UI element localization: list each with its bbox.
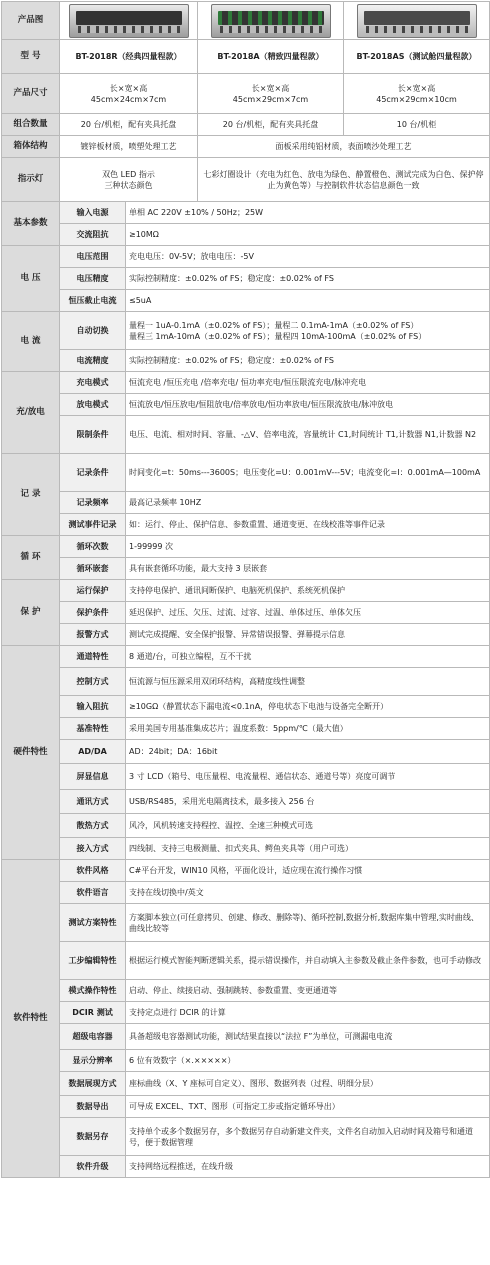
param-name: 报警方式	[60, 624, 126, 646]
table-row	[2, 696, 490, 718]
size-as	[344, 74, 490, 114]
product-image-label: 产品图	[2, 2, 60, 40]
table-row	[2, 290, 490, 312]
table-row	[2, 740, 490, 764]
param-name: 数据展现方式	[60, 1072, 126, 1096]
param-value: ≤5uA	[126, 290, 490, 312]
param-name: 循环嵌套	[60, 558, 126, 580]
table-row	[2, 1156, 490, 1178]
param-value: 1-99999 次	[126, 536, 490, 558]
model-a: BT-2018A（精致四量程款）	[198, 40, 344, 74]
combo-label: 组合数量	[2, 114, 60, 136]
param-value: 支持在线切换中/英文	[126, 882, 490, 904]
param-name: 超级电容器	[60, 1024, 126, 1050]
param-value: 实际控制精度：±0.02% of FS；稳定度：±0.02% of FS	[126, 350, 490, 372]
param-name: 自动切换	[60, 312, 126, 350]
model-as: BT-2018AS（测试舱四量程款）	[344, 40, 490, 74]
param-value: USB/RS485，采用光电隔离技术，最多接入 256 台	[126, 790, 490, 814]
table-row	[2, 416, 490, 454]
table-row	[2, 580, 490, 602]
param-name: 接入方式	[60, 838, 126, 860]
table-row	[2, 668, 490, 696]
param-name: 电压精度	[60, 268, 126, 290]
param-value: 6 位有效数字（×.×××××）	[126, 1050, 490, 1072]
combo-as: 10 台/机柜	[344, 114, 490, 136]
param-name: 屏显信息	[60, 764, 126, 790]
param-value: 方案脚本独立(可任意拷贝、创建、修改、删除等)、循环控制,数据分析,数据库集中管理,实时曲线、曲线比较等	[126, 904, 490, 942]
product-image-r	[60, 2, 198, 40]
param-name: 保护条件	[60, 602, 126, 624]
size-value: 45cm×24cm×7cm	[90, 94, 167, 104]
table-row	[2, 860, 490, 882]
spec-table	[1, 1, 490, 1178]
dims-caption: 长×宽×高	[109, 83, 148, 93]
param-value: AD：24bit；DA：16bit	[126, 740, 490, 764]
param-name: 记录频率	[60, 492, 126, 514]
param-name: AD/DA	[60, 740, 126, 764]
table-row	[2, 764, 490, 790]
param-name: 电压范围	[60, 246, 126, 268]
size-a	[198, 74, 344, 114]
table-row	[2, 350, 490, 372]
param-value: 量程一 1uA-0.1mA（±0.02% of FS）；量程二 0.1mA-1mA（±0.02% of FS） 量程三 1mA-10mA（±0.02% of FS）；量程四 10mA-100mA（±0.02% of FS）	[126, 312, 490, 350]
table-row	[2, 814, 490, 838]
table-row	[2, 558, 490, 580]
param-name: 数据导出	[60, 1096, 126, 1118]
param-value: 具备超级电容器测试功能，测试结果直接以“法拉 F”为单位，可测漏电电流	[126, 1024, 490, 1050]
param-value: 单相 AC 220V ±10% / 50Hz；25W	[126, 202, 490, 224]
section-category: 硬件特性	[2, 646, 60, 860]
param-name: 充电模式	[60, 372, 126, 394]
table-row	[2, 454, 490, 492]
param-value: ≥10MΩ	[126, 224, 490, 246]
param-value: 支持网络远程推送，在线升级	[126, 1156, 490, 1178]
param-name: 工步编辑特性	[60, 942, 126, 980]
cabinet-r: 镀锌板材质，喷塑处理工艺	[60, 136, 198, 158]
param-value: 恒流源与恒压源采用双闭环结构，高精度线性调整	[126, 668, 490, 696]
param-value: 具有嵌套循环功能，最大支持 3 层嵌套	[126, 558, 490, 580]
param-value: 测试完成提醒、安全保护报警、异常错误报警、弹幕提示信息	[126, 624, 490, 646]
table-row	[2, 646, 490, 668]
param-name: 软件语言	[60, 882, 126, 904]
indicator-a-as: 七彩灯圈设计（充电为红色、放电为绿色、静置橙色、测试完成为白色、保护停止为黄色等）与控制软件状态信息颜色一致	[198, 158, 490, 202]
combo-r: 20 台/机柜，配有夹具托盘	[60, 114, 198, 136]
product-image-as	[344, 2, 490, 40]
param-value: 最高记录频率 10HZ	[126, 492, 490, 514]
param-value: 恒流放电/恒压放电/恒阻放电/倍率放电/恒功率放电/恒压限流放电/脉冲放电	[126, 394, 490, 416]
param-value: 3 寸 LCD（箱号、电压量程、电流量程、通信状态、通道号等）亮度可调节	[126, 764, 490, 790]
table-row	[2, 312, 490, 350]
table-row	[2, 514, 490, 536]
dims-caption: 长×宽×高	[397, 83, 436, 93]
param-value: 支持单个或多个数据另存，多个数据另存自动新建文件夹，文件名自动加入启动时间及箱号和通道号，便于数据管理	[126, 1118, 490, 1156]
param-name: 软件升级	[60, 1156, 126, 1178]
table-row	[2, 372, 490, 394]
param-value: 可导成 EXCEL、TXT、图形（可指定工步或指定循环导出）	[126, 1096, 490, 1118]
table-row	[2, 1050, 490, 1072]
size-r	[60, 74, 198, 114]
device-image	[69, 4, 189, 38]
param-name: DCIR 测试	[60, 1002, 126, 1024]
param-value: 支持停电保护、通讯间断保护、电脑死机保护、系统死机保护	[126, 580, 490, 602]
table-row	[2, 790, 490, 814]
table-row	[2, 904, 490, 942]
param-value: 四线制、支持三电极测量、扣式夹具、鳄鱼夹具等（用户可选）	[126, 838, 490, 860]
dims-caption: 长×宽×高	[251, 83, 290, 93]
param-value: 8 通道/台，可独立编程，互不干扰	[126, 646, 490, 668]
size-label: 产品尺寸	[2, 74, 60, 114]
section-category: 保 护	[2, 580, 60, 646]
table-row	[2, 602, 490, 624]
param-value: 实际控制精度：±0.02% of FS；稳定度：±0.02% of FS	[126, 268, 490, 290]
device-image	[211, 4, 331, 38]
cabinet-label: 箱体结构	[2, 136, 60, 158]
param-name: 电流精度	[60, 350, 126, 372]
table-row	[2, 942, 490, 980]
table-row	[2, 202, 490, 224]
param-name: 测试方案特性	[60, 904, 126, 942]
product-image-a	[198, 2, 344, 40]
param-name: 显示分辨率	[60, 1050, 126, 1072]
param-name: 数据另存	[60, 1118, 126, 1156]
param-name: 通讯方式	[60, 790, 126, 814]
device-image	[357, 4, 477, 38]
section-category: 电 压	[2, 246, 60, 312]
model-label: 型 号	[2, 40, 60, 74]
table-row	[2, 980, 490, 1002]
param-name: 控制方式	[60, 668, 126, 696]
section-category: 记 录	[2, 454, 60, 536]
param-value: 电压、电流、相对时间、容量、-△V、倍率电流，容量统计 C1,时间统计 T1,计数器 N1,计数器 N2	[126, 416, 490, 454]
param-value: 座标曲线（X、Y 座标可自定义）、图形、数据列表（过程、明细分层）	[126, 1072, 490, 1096]
param-name: 记录条件	[60, 454, 126, 492]
param-name: 通道特性	[60, 646, 126, 668]
param-value: 风冷，风机转速支持程控、温控、全速三种模式可选	[126, 814, 490, 838]
table-row	[2, 1118, 490, 1156]
param-value: 充电电压：0V-5V；放电电压：-5V	[126, 246, 490, 268]
param-value: ≥10GΩ（静置状态下漏电流<0.1nA，停电状态下电池与设备完全断开）	[126, 696, 490, 718]
section-category: 软件特性	[2, 860, 60, 1178]
param-name: 循环次数	[60, 536, 126, 558]
table-row	[2, 882, 490, 904]
table-row	[2, 268, 490, 290]
table-row	[2, 718, 490, 740]
param-value: C#平台开发，WIN10 风格，平面化设计，适应现在流行操作习惯	[126, 860, 490, 882]
table-row	[2, 224, 490, 246]
param-name: 输入电源	[60, 202, 126, 224]
table-row	[2, 246, 490, 268]
section-category: 充/放电	[2, 372, 60, 454]
param-value: 恒流充电 /恒压充电 /倍率充电/ 恒功率充电/恒压限流充电/脉冲充电	[126, 372, 490, 394]
param-name: 软件风格	[60, 860, 126, 882]
param-name: 放电模式	[60, 394, 126, 416]
size-value: 45cm×29cm×10cm	[376, 94, 457, 104]
table-row	[2, 1096, 490, 1118]
cabinet-a-as: 面板采用纯铝材质，表面喷沙处理工艺	[198, 136, 490, 158]
section-category: 电 流	[2, 312, 60, 372]
param-name: 恒压截止电流	[60, 290, 126, 312]
table-row	[2, 1002, 490, 1024]
section-category: 基本参数	[2, 202, 60, 246]
table-row	[2, 394, 490, 416]
table-row	[2, 1024, 490, 1050]
param-value: 根据运行模式智能判断逻辑关系，提示错误操作，并自动填入主参数及截止条件参数，也可手动修改	[126, 942, 490, 980]
param-name: 限制条件	[60, 416, 126, 454]
table-row	[2, 838, 490, 860]
table-row	[2, 536, 490, 558]
table-row	[2, 492, 490, 514]
indicator-r: 双色 LED 指示 三种状态颜色	[60, 158, 198, 202]
param-name: 交流阻抗	[60, 224, 126, 246]
param-value: 启动、停止、续接启动、强制跳转、参数重置、变更通道等	[126, 980, 490, 1002]
param-name: 基准特性	[60, 718, 126, 740]
param-value: 延迟保护、过压、欠压、过流、过容、过温、单体过压、单体欠压	[126, 602, 490, 624]
param-name: 运行保护	[60, 580, 126, 602]
param-name: 散热方式	[60, 814, 126, 838]
combo-a: 20 台/机柜，配有夹具托盘	[198, 114, 344, 136]
param-value: 采用美国专用基准集成芯片；温度系数：5ppm/℃（最大值）	[126, 718, 490, 740]
param-value: 如：运行、停止、保护信息、参数重置、通道变更、在线校准等事件记录	[126, 514, 490, 536]
indicator-label: 指示灯	[2, 158, 60, 202]
param-name: 输入阻抗	[60, 696, 126, 718]
param-value: 支持定点进行 DCIR 的计算	[126, 1002, 490, 1024]
size-value: 45cm×29cm×7cm	[232, 94, 309, 104]
param-name: 测试事件记录	[60, 514, 126, 536]
section-category: 循 环	[2, 536, 60, 580]
table-row	[2, 624, 490, 646]
model-r: BT-2018R（经典四量程款）	[60, 40, 198, 74]
param-value: 时间变化=t：50ms---3600S；电压变化=U：0.001mV---5V；电流变化=I：0.001mA—100mA	[126, 454, 490, 492]
param-name: 模式操作特性	[60, 980, 126, 1002]
table-row	[2, 1072, 490, 1096]
